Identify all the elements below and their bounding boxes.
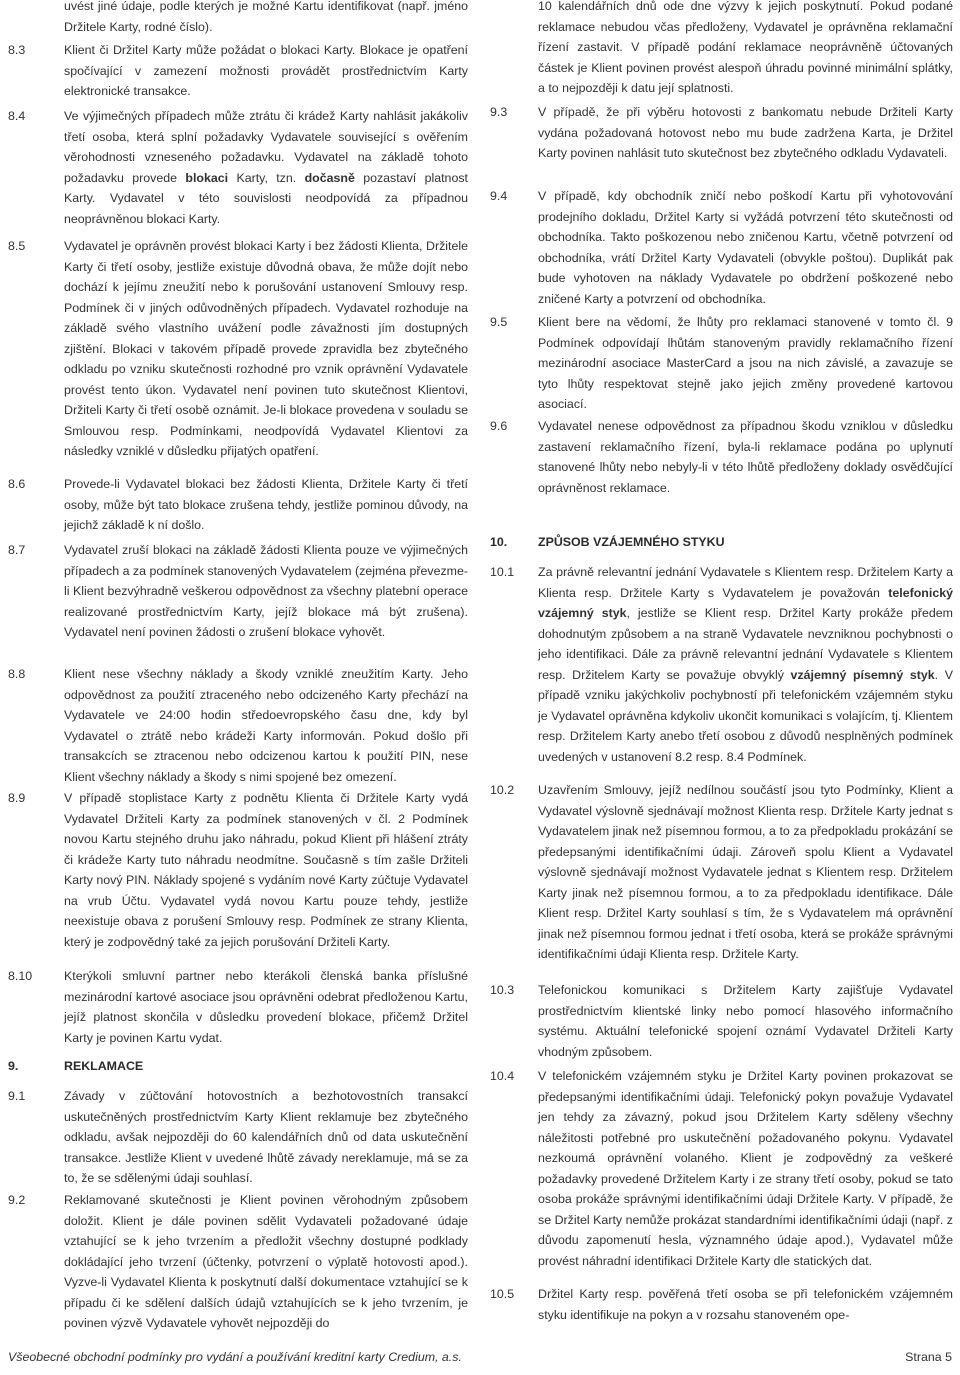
section-heading-text: ZPŮSOB VZÁJEMNÉHO STYKU bbox=[538, 535, 725, 549]
clause-number: 8.4 bbox=[8, 109, 26, 123]
clause-text bbox=[538, 562, 953, 767]
clause-text: uvést jiné údaje, podle kterých je možné Kartu identifikovat (např. jméno Držitele Karty, rodné číslo). bbox=[64, 0, 468, 34]
clause-number: 8.8 bbox=[8, 667, 26, 681]
emphasized-text: blokaci bbox=[185, 170, 229, 185]
clause bbox=[490, 312, 953, 415]
clause-text: Vydavatel je oprávněn provést blokaci Karty i bez žádosti Klienta, Držitele Karty či třetí osoby, jestliže existuje důvodná obava, že může dojít nebo dochází k jejímu zneužití nebo k porušování ustanovení Smlouvy resp. Podmínek či v jiných odůvodněných případech. Vydavatel rozhoduje na základě svého vlastního uvážení podle závažnosti jím dostupných zjištění. Blokaci v takovém případě provede zpravidla bez zbytečného odkladu po vzniku skutečnosti rozhodné pro vznik oprávnění Vydavatele provést tento úkon. Vydavatel není povinen tuto skutečnost Klientovi, Držiteli Karty či třetí osobě oznámit. Je-li blokace provedena v souladu se Smlouvou resp. Podmínkami, neodpovídá Vydavatel Klientovi za následky vzniklé v důsledku přijatých opatření. bbox=[64, 239, 468, 458]
clause-text: Provede-li Vydavatel blokaci bez žádosti Klienta, Držitele Karty či třetí osoby, může být tato blokace zrušena tehdy, jestliže pominou důvody, na jejichž základě k ní došlo. bbox=[64, 477, 468, 532]
clause bbox=[490, 102, 953, 164]
clause-text: V případě stoplistace Karty z podnětu Klienta či Držitele Karty vydá Vydavatel Držiteli Karty za podmínek stanovených v čl. 2 Podmínek novou Kartu stejného druhu jako náhradu, pokud Klient při hlášení ztráty či krádeže Karty tuto náhradu neodmítne. Současně s tím zašle Držiteli Karty nový PIN. Náklady spojené s vydáním nové Karty zúčtuje Vydavatel na vrub Účtu. Vydavatel vydá novou Kartu pouze tehdy, jestliže neexistuje obava z porušení Smlouvy resp. Podmínek ze strany Klienta, který je zodpovědný také za jejich porušování Držiteli Karty. bbox=[64, 791, 468, 949]
clause bbox=[490, 1066, 953, 1271]
clause-number: 9.2 bbox=[8, 1193, 26, 1207]
clause-number: 9.4 bbox=[490, 189, 508, 203]
emphasized-text: dočasně bbox=[304, 170, 355, 185]
clause-text: 10 kalendářních dnů ode dne výzvy k jejich poskytnutí. Pokud podané reklamace nebudou včas předloženy, Vydavatel je oprávněna reklamační řízení zastavit. V případě podání reklamace neoprávněně účtovaných částek je Klient povinen provést alespoň úhradu povinné minimální splátky, a to nejpozději k datu její splatnosti. bbox=[538, 0, 953, 95]
clause-number: 10.2 bbox=[490, 783, 515, 797]
clause-number: 9.5 bbox=[490, 315, 508, 329]
text-run: . V případě vzniku jakýchkoliv pochybností při telefonickém vzájemném styku je Vydavatel oprávněna kdykoliv ukončit komunikaci s volajícím, tj. Klientem resp. Držitelem Karty anebo třetí osobou z důvodů nesplněných podmínek uvedených v ustanovení 8.2 resp. 8.4 Podmínek. bbox=[538, 667, 953, 764]
clause bbox=[8, 40, 468, 102]
clause-number: 8.7 bbox=[8, 543, 26, 557]
clause-number: 9.6 bbox=[490, 419, 508, 433]
clause-number: 8.10 bbox=[8, 969, 33, 983]
clause bbox=[8, 788, 468, 952]
clause-text: Vydavatel zruší blokaci na základě žádosti Klienta pouze ve výjimečných případech a za podmínek stanovených Vydavatelem (zejména převezme-li Klient bezvýhradně veškerou odpovědnost za všechny platební operace realizované prostřednictvím Karty, jejíž blokace má být zrušena). Vydavatel není povinen žádosti o zrušení blokace vyhovět. bbox=[64, 543, 468, 639]
clause-number: 9. bbox=[8, 1059, 19, 1073]
clause bbox=[8, 0, 468, 37]
text-run: Za právně relevantní jednání Vydavatele s Klientem resp. Držitelem Karty a Klienta resp. Držitele Karty s Vydavatelem je považován bbox=[538, 565, 953, 600]
clause bbox=[490, 1284, 953, 1325]
section-heading bbox=[8, 1056, 468, 1077]
clause bbox=[490, 780, 953, 965]
clause-text: Reklamované skutečnosti je Klient povinen věrohodným způsobem doložit. Klient je dále povinen sdělit Vydavateli požadované údaje vztahující se k jeho tvrzením a předložit všechny dostupné podklady dokládající jeho tvrzení (účtenky, potvrzení o výplatě hotovosti apod.). Vyzve-li Vydavatel Klienta k poskytnutí další dokumentace vztahující se k případu či ke sdělení dalších údajů vztahujících se k jeho tvrzením, je povinen výzvě Vydavatele vyhovět nejpozději do bbox=[64, 1193, 468, 1330]
emphasized-text: vzájemný písemný styk bbox=[790, 667, 935, 682]
clause-number: 8.6 bbox=[8, 477, 26, 491]
clause-number: 10. bbox=[490, 535, 508, 549]
clause-number: 10.4 bbox=[490, 1069, 515, 1083]
clause-text: Závady v zúčtování hotovostních a bezhotovostních transakcí uskutečněných prostřednictvím Karty Klient reklamuje bez zbytečného odkladu, avšak nejpozději do 60 kalendářních dnů od data uskutečnění transakce. Jestliže Klient v uvedené lhůtě závady nereklamuje, má se za to, že se sdělenými údaji souhlasí. bbox=[64, 1089, 468, 1185]
clause-number: 8.9 bbox=[8, 791, 26, 805]
text-run: pozastaví platnost Karty. Vydavatel v této souvislosti neodpovídá za případnou neoprávněnou blokaci Karty. bbox=[64, 170, 468, 226]
clause-text: Uzavřením Smlouvy, jejíž nedílnou součástí jsou tyto Podmínky, Klient a Vydavatel výslovně sjednávají možnost Klienta resp. Držitele Karty jednat s Vydavatelem jinak než písemnou formou, a to za předpokladu prokázání se předepsanými identifikačními údaji. Zároveň spolu Klient a Vydavatel výslovně sjednávají možnost Vydavatele jednat s Klientem resp. Držitelem Karty jinak než písemnou formou, a to za předpokladu identifikace. Dále Klient resp. Držitel Karty souhlasí s tím, že s Vydavatelem má oprávnění jinak než písemnou formou jednat i třetí osoba, která se prokáže správnými identifikačními údaji Klienta resp. Držitele Karty. bbox=[538, 783, 953, 961]
clause-text: Držitel Karty resp. pověřená třetí osoba se při telefonickém vzájemném styku identifikuje na pokyn a v rozsahu stanoveném ope- bbox=[538, 1287, 953, 1322]
clause-text: Klient bere na vědomí, že lhůty pro reklamaci stanovené v tomto čl. 9 Podmínek odpovídají lhůtám stanoveným pravidly reklamačního řízení mezinárodní asociace MasterCard a jsou na nich závislé, a zavazuje se tyto lhůty respektovat stejně jako jejich změny provedené kartovou asociací. bbox=[538, 315, 953, 411]
clause bbox=[8, 1190, 468, 1334]
text-run: Ve výjimečných případech může ztrátu či krádež Karty nahlásit jakákoliv třetí osoba, která splní požadavky Vydavatele související s ověřením věrohodnosti vzneseného požadavku. Vydavatel na základě tohoto požadavku provede bbox=[64, 109, 468, 185]
clause-number: 8.5 bbox=[8, 239, 26, 253]
clause bbox=[8, 474, 468, 536]
clause-text: V případě, že při výběru hotovosti z bankomatu nebude Držiteli Karty vydána požadovaná hotovost nebo mu bude zadržena Karta, je Držitel Karty povinen nahlásit tuto skutečnost bez zbytečného odkladu Vydavateli. bbox=[538, 105, 953, 160]
text-run: Karty, tzn. bbox=[228, 170, 305, 185]
clause-number: 9.1 bbox=[8, 1089, 26, 1103]
section-heading-text: REKLAMACE bbox=[64, 1059, 144, 1073]
clause-text: V telefonickém vzájemném styku je Držitel Karty povinen prokazovat se předepsanými identifikačními údaji. Telefonický pokyn považuje Vydavatel jen tehdy za závazný, pokud jsou Držitelem Karty sděleny všechny náležitosti potřebné pro uskutečnění požadovaného pokynu. Vydavatel nezkoumá oprávnění volaného. Klient je zodpovědný za veškeré požadavky provedené Držitelem Karty i ze strany třetí osoby, pokud se tato osoba prokáže správnými identifikačními údaji Držitele Karty. V případě, že se Držitel Karty nemůže prokázat standardními identifikačními údaji (např. z důvodu zapomenutí hesla, významného údaje apod.), Vydavatel může provést náhradní identifikaci Držitele Karty dle statických dat. bbox=[538, 1069, 953, 1268]
clause bbox=[490, 0, 953, 99]
text-run: , jestliže se Klient resp. Držitel Karty prokáže předem dohodnutým způsobem a na straně Vydavatele nevzniknou pochybnosti o jeho identifikaci. Dále za právně relevantní jednání Vydavatele s Klientem resp. Držitelem Karty se považuje obvyklý bbox=[538, 606, 953, 682]
clause-text: V případě, kdy obchodník zničí nebo poškodí Kartu při vyhotovování prodejního dokladu, Držitel Karty si vyžádá potvrzení této skutečnosti od obchodníka. Takto poškozenou nebo zničenou Kartu, včetně potvrzení od obchodníka, vrátí Držitel Karty Vydavateli (obvykle poštou). Duplikát pak bude vyhotoven na náklady Vydavatele po obdržení poškozené nebo zničené Karty a potvrzení od obchodníka. bbox=[538, 189, 953, 306]
clause-text: Klient nese všechny náklady a škody vzniklé zneužitím Karty. Jeho odpovědnost za použití ztraceného nebo odcizeného Karty přechází na Vydavatele ve 24:00 hodin středoevropského času dne, kdy byl Vydavatel o ztrátě nebo krádeži Karty informován. Pokud došlo při transakcích se ztracenou nebo odcizenou kartou k použití PIN, nese Klient všechny náklady a škody s nimi spojené bez omezení. bbox=[64, 667, 468, 784]
clause-text: Telefonickou komunikaci s Držitelem Karty zajišťuje Vydavatel prostřednictvím klientské linky nebo pomocí hlasového informačního systému. Aktuální telefonické spojení oznámí Vydavatel Držiteli Karty vhodným způsobem. bbox=[538, 983, 953, 1059]
clause-number: 10.3 bbox=[490, 983, 515, 997]
clause bbox=[8, 1086, 468, 1189]
clause-number: 8.3 bbox=[8, 43, 26, 57]
clause-number: 10.1 bbox=[490, 565, 515, 579]
clause bbox=[8, 966, 468, 1048]
footer-document-title: Všeobecné obchodní podmínky pro vydání a používání kreditní karty Credium, a.s. bbox=[8, 1350, 462, 1364]
clause bbox=[490, 416, 953, 498]
footer-page-number: Strana 5 bbox=[905, 1350, 952, 1364]
emphasized-text: telefonický vzájemný styk bbox=[538, 585, 953, 620]
clause bbox=[490, 562, 953, 767]
clause bbox=[8, 106, 468, 229]
clause-text: Klient či Držitel Karty může požádat o blokaci Karty. Blokace je opatření spočívající v zamezení možnosti provádět prostřednictvím Karty elektronické transakce. bbox=[64, 43, 468, 98]
clause-number: 10.5 bbox=[490, 1287, 515, 1301]
clause bbox=[8, 236, 468, 462]
clause-number: 9.3 bbox=[490, 105, 508, 119]
clause bbox=[8, 664, 468, 787]
clause-text bbox=[64, 106, 468, 229]
clause-text: Kterýkoli smluvní partner nebo kterákoli členská banka příslušné mezinárodní kartové asociace jsou oprávněni odebrat předloženou Kartu, jejíž platnost skončila v důsledku provedení blokace, přičemž Držitel Karty je povinen Kartu vydat. bbox=[64, 969, 468, 1045]
clause bbox=[8, 540, 468, 643]
clause-text: Vydavatel nenese odpovědnost za případnou škodu vzniklou v důsledku zastavení reklamačního řízení, byla-li reklamace podána po uplynutí stanovené lhůty nebo nebyly-li v této lhůtě předloženy doklady osvědčující oprávněnost reklamace. bbox=[538, 419, 953, 495]
section-heading bbox=[490, 532, 953, 553]
clause bbox=[490, 186, 953, 309]
clause bbox=[490, 980, 953, 1062]
